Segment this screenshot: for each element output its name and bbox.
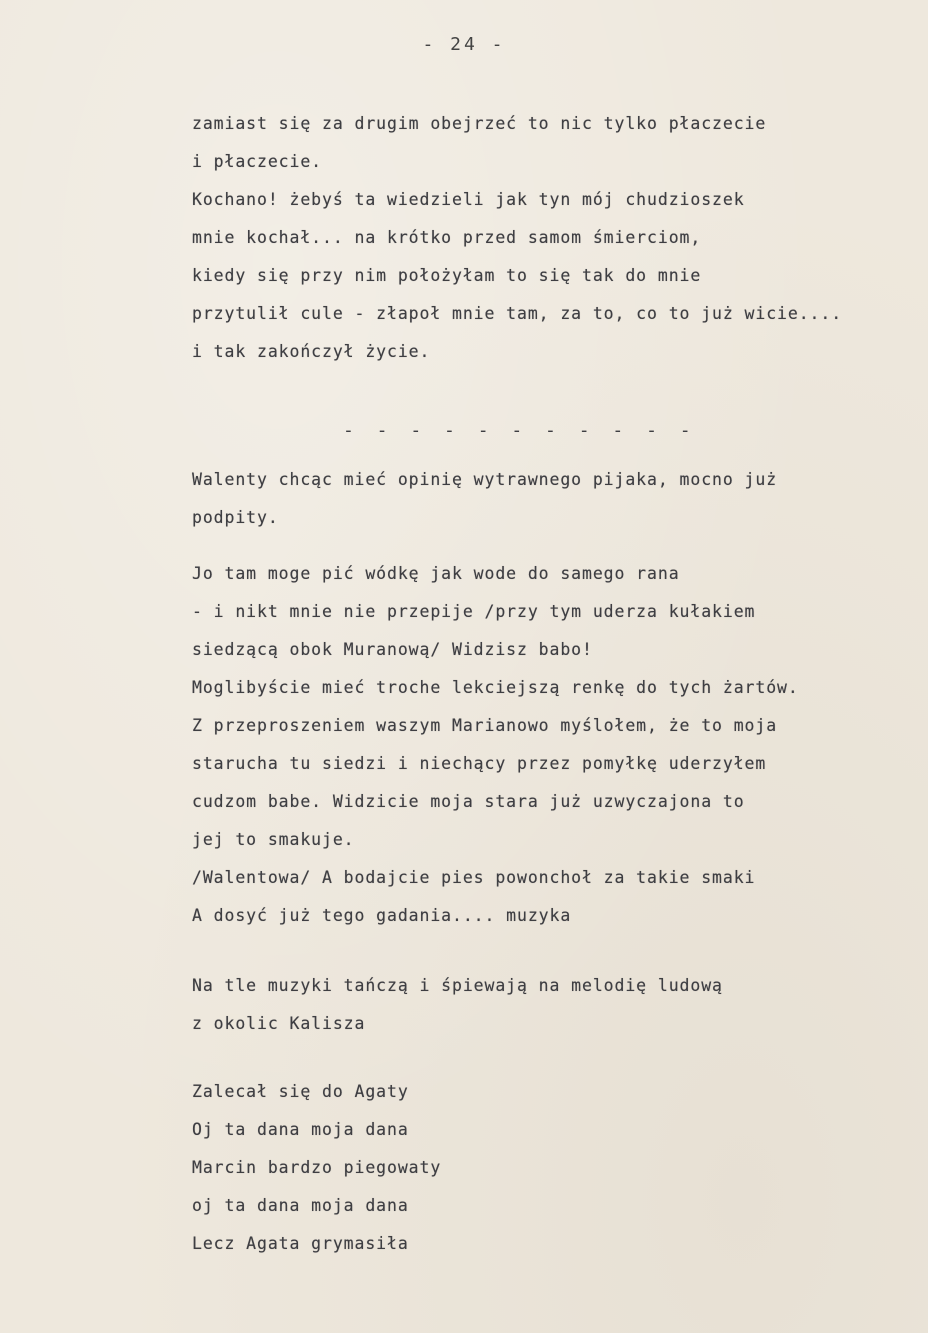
text-line: A dosyć już tego gadania.... muzyka xyxy=(192,906,572,925)
text-line: zamiast się za drugim obejrzeć to nic tylko płaczecie xyxy=(192,114,767,133)
text-line: /Walentowa/ A bodajcie pies powonchoł za takie smaki xyxy=(192,868,756,887)
song-line: Oj ta dana moja dana xyxy=(192,1120,409,1139)
text-line: mnie kochał... na krótko przed samom śmierciom, xyxy=(192,228,702,247)
song-line: Marcin bardzo piegowaty xyxy=(192,1158,442,1177)
text-line: i płaczecie. xyxy=(192,152,323,171)
stage-direction-line: Walenty chcąc mieć opinię wytrawnego pijaka, mocno już xyxy=(192,470,778,489)
text-line: Z przeproszeniem waszym Marianowo myślołem, że to moja xyxy=(192,716,778,735)
stage-direction-line: podpity. xyxy=(192,508,279,527)
text-line: Kochano! żebyś ta wiedzieli jak tyn mój chudzioszek xyxy=(192,190,745,209)
text-line: i tak zakończył życie. xyxy=(192,342,431,361)
stage-direction-line: z okolic Kalisza xyxy=(192,1014,366,1033)
song-line: Zalecał się do Agaty xyxy=(192,1082,409,1101)
text-line: jej to smakuje. xyxy=(192,830,355,849)
dashed-separator: - - - - - - - - - - - xyxy=(343,420,697,441)
text-line: starucha tu siedzi i niechący przez pomyłkę uderzyłem xyxy=(192,754,767,773)
text-line: Moglibyście mieć troche lekciejszą renkę do tych żartów. xyxy=(192,678,799,697)
text-line: - i nikt mnie nie przepije /przy tym uderza kułakiem xyxy=(192,602,756,621)
text-line: siedzącą obok Muranową/ Widzisz babo! xyxy=(192,640,593,659)
page-number: - 24 - xyxy=(422,34,506,55)
stage-direction-line: Na tle muzyki tańczą i śpiewają na melodię ludową xyxy=(192,976,723,995)
text-line: Jo tam moge pić wódkę jak wode do samego rana xyxy=(192,564,680,583)
text-line: cudzom babe. Widzicie moja stara już uzwyczajona to xyxy=(192,792,745,811)
song-line: Lecz Agata grymasiła xyxy=(192,1234,409,1253)
text-line: kiedy się przy nim położyłam to się tak do mnie xyxy=(192,266,702,285)
text-line: przytulił cule - złapoł mnie tam, za to, co to już wicie.... xyxy=(192,304,843,323)
song-line: oj ta dana moja dana xyxy=(192,1196,409,1215)
